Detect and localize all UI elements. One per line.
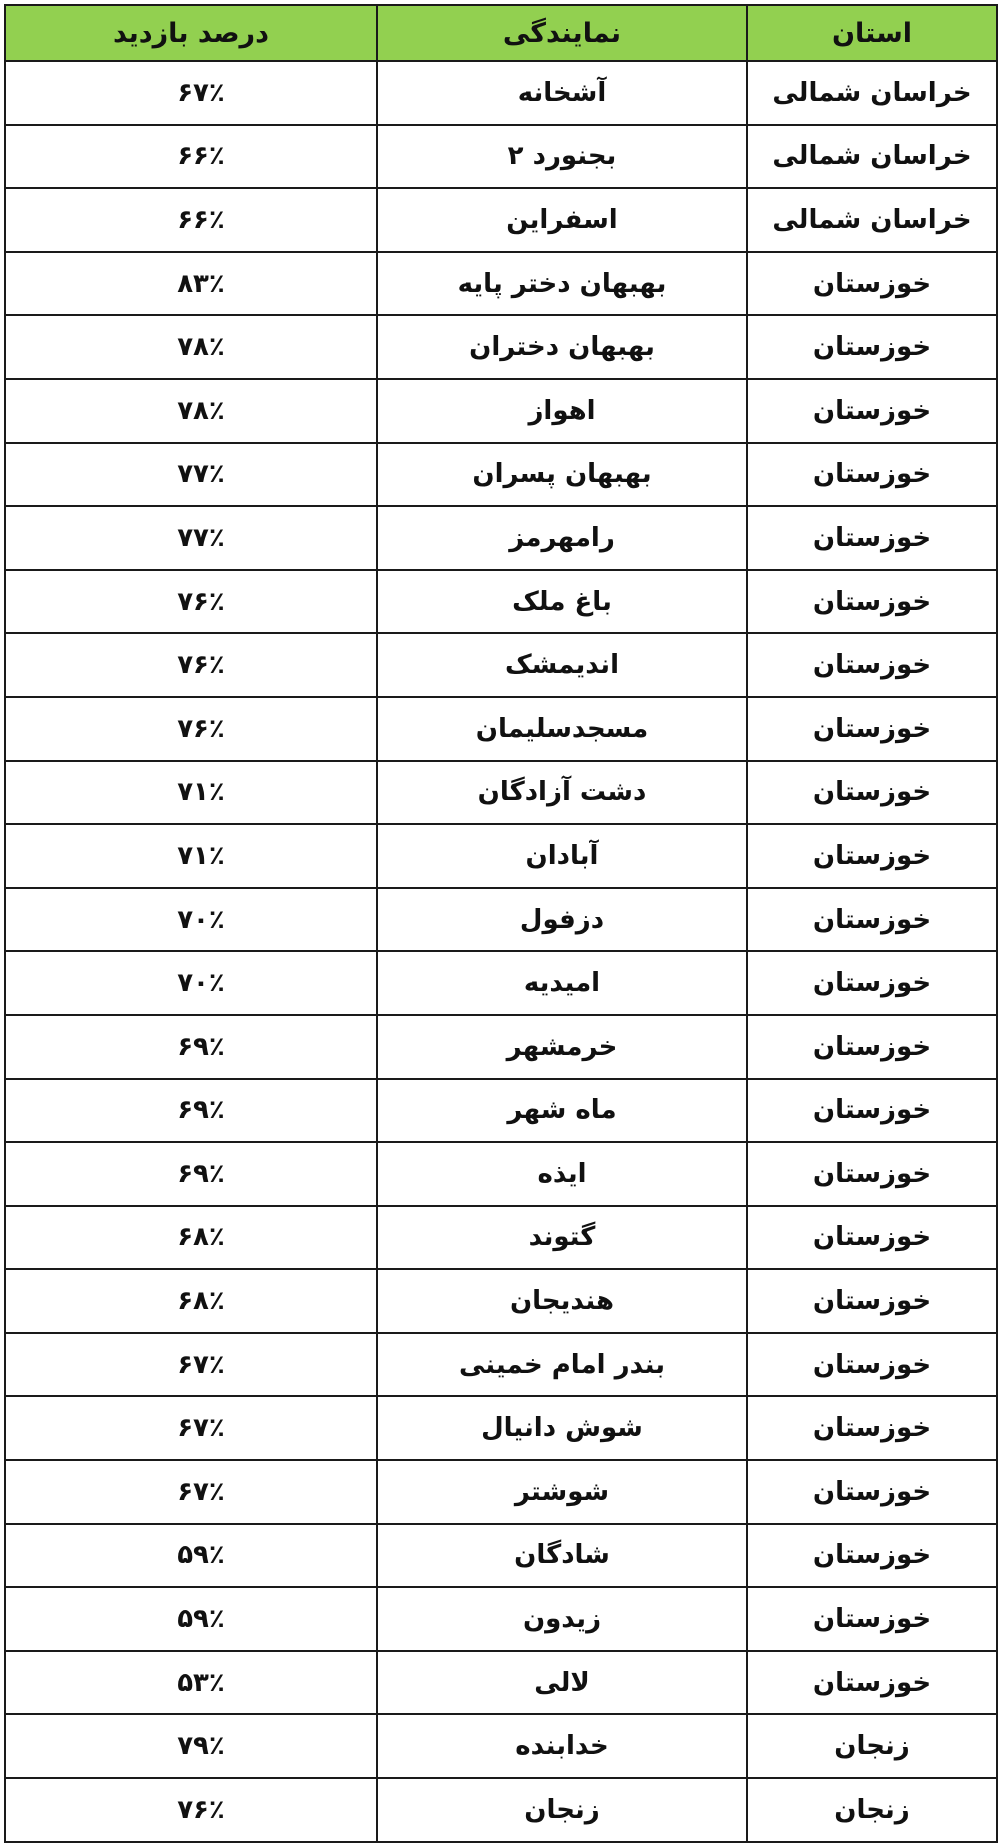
- cell-representation: خدابنده: [377, 1714, 747, 1778]
- table-row: [5, 1333, 997, 1397]
- visit-percent-value: ۷۶٪: [177, 586, 225, 617]
- cell-visit-percent: [5, 824, 377, 888]
- cell-visit-percent: [5, 1079, 377, 1143]
- header-visit-percent: درصد بازدید: [5, 5, 377, 61]
- visit-percent-value: ۸۳٪: [177, 268, 225, 299]
- cell-representation: لالی: [377, 1651, 747, 1715]
- cell-visit-percent: [5, 315, 377, 379]
- visit-percent-value: ۷۶٪: [177, 650, 225, 681]
- table-row: [5, 1206, 997, 1270]
- cell-visit-percent: [5, 1778, 377, 1842]
- cell-representation: اندیمشک: [377, 633, 747, 697]
- cell-province: خوزستان: [747, 761, 997, 825]
- cell-visit-percent: [5, 951, 377, 1015]
- table-row: [5, 1524, 997, 1588]
- visit-percent-value: ۶۶٪: [177, 204, 225, 235]
- cell-visit-percent: [5, 1714, 377, 1778]
- visit-percent-value: ۵۳٪: [177, 1667, 225, 1698]
- cell-visit-percent: [5, 697, 377, 761]
- cell-province: خوزستان: [747, 570, 997, 634]
- cell-representation: زیدون: [377, 1587, 747, 1651]
- table-row: [5, 125, 997, 189]
- visit-table-container: [4, 4, 996, 1842]
- cell-visit-percent: [5, 188, 377, 252]
- table-row: [5, 633, 997, 697]
- table-row: [5, 252, 997, 316]
- cell-representation: بهبهان دختران: [377, 315, 747, 379]
- table-body: [5, 61, 997, 1842]
- cell-province: خوزستان: [747, 1142, 997, 1206]
- table-row: [5, 951, 997, 1015]
- cell-province: خوزستان: [747, 697, 997, 761]
- cell-visit-percent: [5, 61, 377, 125]
- cell-visit-percent: [5, 1015, 377, 1079]
- cell-province: خوزستان: [747, 1015, 997, 1079]
- table-row: [5, 379, 997, 443]
- visit-percent-value: ۷۷٪: [177, 522, 225, 553]
- visit-percent-value: ۶۷٪: [177, 1476, 225, 1507]
- cell-representation: امیدیه: [377, 951, 747, 1015]
- cell-province: خوزستان: [747, 1460, 997, 1524]
- visit-percent-value: ۶۹٪: [177, 1095, 225, 1126]
- header-row: [5, 5, 997, 61]
- table-row: [5, 888, 997, 952]
- cell-province: خوزستان: [747, 1651, 997, 1715]
- cell-representation: شادگان: [377, 1524, 747, 1588]
- cell-representation: گتوند: [377, 1206, 747, 1270]
- cell-province: خوزستان: [747, 1206, 997, 1270]
- cell-province: خوزستان: [747, 1396, 997, 1460]
- visit-percent-value: ۷۹٪: [177, 1731, 225, 1762]
- visit-table: [4, 4, 998, 1843]
- visit-percent-value: ۷۰٪: [177, 904, 225, 935]
- cell-province: خوزستان: [747, 1524, 997, 1588]
- cell-visit-percent: [5, 379, 377, 443]
- cell-visit-percent: [5, 125, 377, 189]
- cell-representation: اهواز: [377, 379, 747, 443]
- cell-visit-percent: [5, 761, 377, 825]
- visit-percent-value: ۷۶٪: [177, 713, 225, 744]
- cell-province: خوزستان: [747, 1587, 997, 1651]
- table-row: [5, 1269, 997, 1333]
- cell-province: خوزستان: [747, 506, 997, 570]
- cell-representation: رامهرمز: [377, 506, 747, 570]
- cell-representation: شوشتر: [377, 1460, 747, 1524]
- cell-representation: دشت آزادگان: [377, 761, 747, 825]
- header-representation: نمایندگی: [377, 5, 747, 61]
- table-row: [5, 570, 997, 634]
- table-row: [5, 697, 997, 761]
- cell-province: خوزستان: [747, 315, 997, 379]
- table-header: [5, 5, 997, 61]
- cell-province: خوزستان: [747, 443, 997, 507]
- table-row: [5, 188, 997, 252]
- cell-visit-percent: [5, 252, 377, 316]
- cell-visit-percent: [5, 1460, 377, 1524]
- visit-percent-value: ۷۱٪: [177, 840, 225, 871]
- cell-visit-percent: [5, 633, 377, 697]
- cell-representation: مسجدسلیمان: [377, 697, 747, 761]
- table-row: [5, 1778, 997, 1842]
- cell-representation: آبادان: [377, 824, 747, 888]
- table-row: [5, 1460, 997, 1524]
- cell-province: خوزستان: [747, 1269, 997, 1333]
- cell-visit-percent: [5, 1396, 377, 1460]
- cell-visit-percent: [5, 1206, 377, 1270]
- cell-visit-percent: [5, 1524, 377, 1588]
- cell-representation: شوش دانیال: [377, 1396, 747, 1460]
- visit-percent-value: ۷۶٪: [177, 1794, 225, 1825]
- cell-representation: بهبهان دختر پایه: [377, 252, 747, 316]
- cell-province: خراسان شمالی: [747, 125, 997, 189]
- table-row: [5, 824, 997, 888]
- table-row: [5, 315, 997, 379]
- table-row: [5, 506, 997, 570]
- header-province: استان: [747, 5, 997, 61]
- cell-province: زنجان: [747, 1714, 997, 1778]
- visit-percent-value: ۶۶٪: [177, 141, 225, 172]
- table-row: [5, 1651, 997, 1715]
- table-row: [5, 761, 997, 825]
- cell-province: خوزستان: [747, 1333, 997, 1397]
- cell-representation: اسفراین: [377, 188, 747, 252]
- visit-percent-value: ۵۹٪: [177, 1604, 225, 1635]
- cell-province: خوزستان: [747, 1079, 997, 1143]
- visit-percent-value: ۶۷٪: [177, 1413, 225, 1444]
- cell-representation: ماه شهر: [377, 1079, 747, 1143]
- cell-province: خوزستان: [747, 633, 997, 697]
- visit-percent-value: ۶۹٪: [177, 1158, 225, 1189]
- cell-visit-percent: [5, 570, 377, 634]
- cell-province: خوزستان: [747, 824, 997, 888]
- cell-visit-percent: [5, 1142, 377, 1206]
- cell-representation: بندر امام خمینی: [377, 1333, 747, 1397]
- cell-representation: آشخانه: [377, 61, 747, 125]
- cell-visit-percent: [5, 1587, 377, 1651]
- table-row: [5, 1396, 997, 1460]
- cell-representation: دزفول: [377, 888, 747, 952]
- cell-visit-percent: [5, 443, 377, 507]
- visit-percent-value: ۶۹٪: [177, 1031, 225, 1062]
- cell-province: خوزستان: [747, 252, 997, 316]
- cell-representation: هندیجان: [377, 1269, 747, 1333]
- visit-percent-value: ۷۸٪: [177, 332, 225, 363]
- cell-representation: زنجان: [377, 1778, 747, 1842]
- visit-percent-value: ۷۱٪: [177, 777, 225, 808]
- cell-visit-percent: [5, 1269, 377, 1333]
- visit-percent-value: ۶۸٪: [177, 1222, 225, 1253]
- visit-percent-value: ۷۰٪: [177, 968, 225, 999]
- visit-percent-value: ۵۹٪: [177, 1540, 225, 1571]
- cell-representation: ایذه: [377, 1142, 747, 1206]
- table-row: [5, 1142, 997, 1206]
- cell-province: خراسان شمالی: [747, 188, 997, 252]
- visit-percent-value: ۷۷٪: [177, 459, 225, 490]
- cell-province: خوزستان: [747, 888, 997, 952]
- cell-visit-percent: [5, 506, 377, 570]
- visit-percent-value: ۷۸٪: [177, 395, 225, 426]
- visit-percent-value: ۶۸٪: [177, 1286, 225, 1317]
- cell-representation: باغ ملک: [377, 570, 747, 634]
- table-row: [5, 1079, 997, 1143]
- cell-province: خوزستان: [747, 379, 997, 443]
- cell-province: زنجان: [747, 1778, 997, 1842]
- table-row: [5, 61, 997, 125]
- cell-province: خوزستان: [747, 951, 997, 1015]
- cell-representation: بجنورد ۲: [377, 125, 747, 189]
- table-row: [5, 1587, 997, 1651]
- table-row: [5, 1714, 997, 1778]
- visit-percent-value: ۶۷٪: [177, 77, 225, 108]
- cell-province: خراسان شمالی: [747, 61, 997, 125]
- table-row: [5, 1015, 997, 1079]
- table-row: [5, 443, 997, 507]
- cell-visit-percent: [5, 1651, 377, 1715]
- cell-representation: بهبهان پسران: [377, 443, 747, 507]
- visit-percent-value: ۶۷٪: [177, 1349, 225, 1380]
- cell-visit-percent: [5, 888, 377, 952]
- cell-representation: خرمشهر: [377, 1015, 747, 1079]
- cell-visit-percent: [5, 1333, 377, 1397]
